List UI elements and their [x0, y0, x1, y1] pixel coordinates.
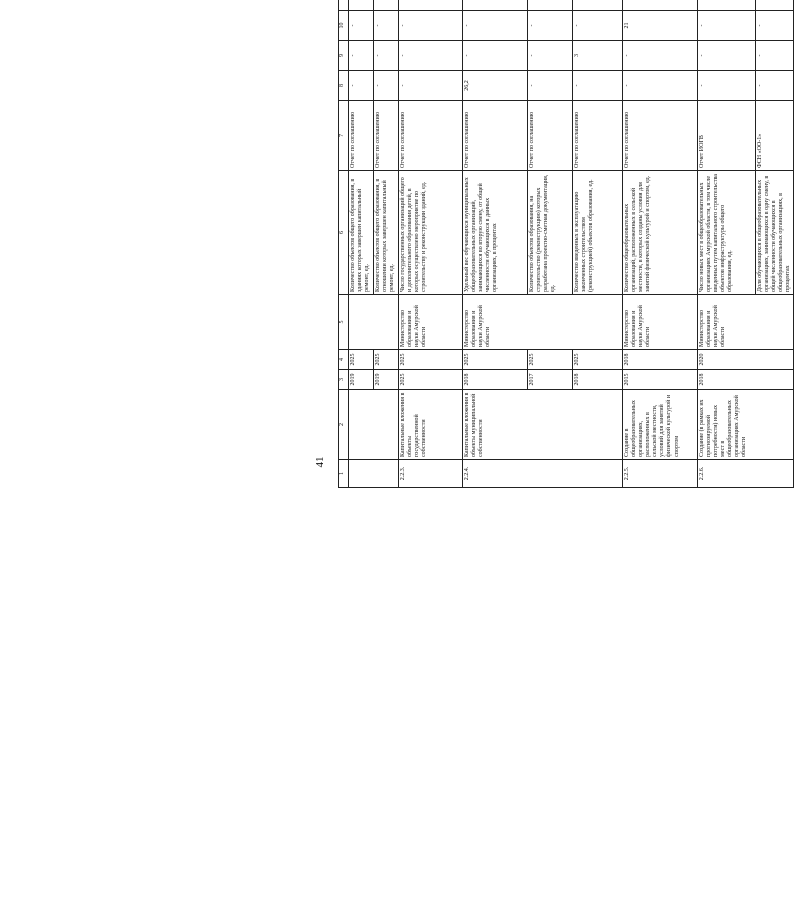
value-cell: - — [623, 71, 698, 101]
source-cell: Отчет по соглашению — [399, 101, 463, 171]
indicator-cell: Число государственных организаций общего и дополнительного образования детей, в которых осуществлено мероприятие по строительству и реконструкции зданий, ед. — [399, 171, 463, 295]
value-cell — [623, 0, 698, 11]
end-year-cell: 2025 — [374, 350, 399, 370]
table-row — [623, 0, 698, 488]
start-year-cell: 2018 — [698, 370, 794, 390]
column-number: 3 — [339, 370, 349, 390]
value-cell — [399, 0, 463, 11]
column-number: 7 — [339, 101, 349, 171]
value-cell: - — [463, 41, 528, 71]
executor-cell: Министерство образования и науки Амурской области — [623, 295, 698, 350]
measure-name-cell: Создание (в рамках их прогнозируемой потребности) новых мест в общеобразовательных организациях Амурской области — [698, 390, 794, 460]
value-cell: - — [374, 41, 399, 71]
row-number-cell: 2.2.4. — [463, 460, 623, 488]
source-cell: ФСН «ОО-1» — [756, 101, 794, 171]
value-cell: - — [528, 71, 573, 101]
value-cell: - — [573, 11, 623, 41]
value-cell: - — [399, 41, 463, 71]
executor-cell: Министерство образования и науки Амурской области — [463, 295, 623, 350]
value-cell — [463, 0, 528, 11]
measure-name-cell: Капитальные вложения в объекты государственной собственности — [399, 390, 463, 460]
indicator-cell: Количество введенных в эксплуатацию законченных строительством (реконструкцией) объектов образования, ед. — [573, 171, 623, 295]
indicator-cell: Число новых мест в общеобразовательных организациях Амурской области, в том числе введенных путем капитального строительства объектов инфраструктуры общего образования, ед. — [698, 171, 756, 295]
value-cell: - — [463, 11, 528, 41]
source-cell: Отчет по соглашению — [528, 101, 573, 171]
page-number: 41 — [314, 456, 326, 468]
source-cell: Отчет по соглашению — [374, 101, 399, 171]
start-year-cell: 2018 — [573, 370, 623, 390]
end-year-cell: 2025 — [399, 350, 463, 370]
start-year-cell: 2015 — [623, 370, 698, 390]
start-year-cell: 2018 — [463, 370, 528, 390]
value-cell: 26,2 — [463, 71, 528, 101]
value-cell: - — [399, 11, 463, 41]
rotated-table-sheet — [338, 0, 792, 488]
value-cell: - — [756, 11, 794, 41]
program-indicators-table — [338, 0, 794, 488]
value-cell: - — [374, 11, 399, 41]
indicator-cell: Доля обучающихся в общеобразовательных организациях, занимающихся в одну смену, в общей численности обучающихся в общеобразовательных организациях, в процентах — [756, 171, 794, 295]
column-number — [339, 0, 349, 11]
indicator-cell: Количество общеобразовательных организаций, расположенных в сельской местности, в которых созданы условия для занятий физической культурой и спортом, ед. — [623, 171, 698, 295]
end-year-cell: 2025 — [463, 350, 528, 370]
source-cell: Отчет по соглашению — [463, 101, 528, 171]
value-cell: 21 — [623, 11, 698, 41]
column-number: 10 — [339, 11, 349, 41]
value-cell: - — [349, 71, 374, 101]
value-cell: - — [349, 41, 374, 71]
measure-name-cell: Капитальные вложения в объекты муниципальной собственности — [463, 390, 623, 460]
executor-cell: Министерство образования и науки Амурской области — [399, 295, 463, 350]
column-number-row — [339, 0, 349, 488]
value-cell: - — [374, 71, 399, 101]
value-cell — [698, 0, 756, 11]
indicator-cell: Количество объектов образования, на строительство (реконструкцию) которых разработана проектно-сметная документация, ед. — [528, 171, 573, 295]
column-number: 2 — [339, 390, 349, 460]
table-row — [698, 0, 756, 488]
source-cell: Отчет по соглашению — [349, 101, 374, 171]
value-cell — [756, 0, 794, 11]
value-cell: - — [528, 41, 573, 71]
value-cell: - — [349, 11, 374, 41]
value-cell: - — [698, 71, 756, 101]
column-number: 1 — [339, 460, 349, 488]
value-cell — [573, 0, 623, 11]
value-cell — [374, 0, 399, 11]
value-cell — [349, 0, 374, 11]
column-number: 4 — [339, 350, 349, 370]
start-year-cell: 2017 — [528, 370, 573, 390]
source-cell: Отчет по соглашению — [623, 101, 698, 171]
row-number-cell: 2.2.5. — [623, 460, 698, 488]
source-cell: Отчет ИОГВ — [698, 101, 756, 171]
executor-cell — [349, 295, 399, 350]
column-number: 5 — [339, 295, 349, 350]
start-year-cell: 2019 — [374, 370, 399, 390]
end-year-cell: 2025 — [349, 350, 374, 370]
end-year-cell: 2025 — [573, 350, 623, 370]
value-cell: - — [573, 71, 623, 101]
value-cell: - — [698, 11, 756, 41]
value-cell: - — [399, 71, 463, 101]
end-year-cell: 2020 — [698, 350, 794, 370]
value-cell: - — [698, 41, 756, 71]
table-row — [349, 0, 374, 488]
measure-name-cell — [349, 390, 399, 460]
row-number-cell: 2.2.3. — [399, 460, 463, 488]
indicator-cell: Удельный вес обучающихся муниципальных общеобразовательных организаций, занимающихся во вторую смену, от общей численности обучающихся в данных организациях, в процентах — [463, 171, 528, 295]
value-cell: - — [756, 71, 794, 101]
column-number: 6 — [339, 171, 349, 295]
value-cell: 3 — [573, 41, 623, 71]
value-cell: - — [528, 11, 573, 41]
measure-name-cell: Создание в общеобразовательных организациях, расположенных в сельской местности, условий для занятий физической культурой и спортом — [623, 390, 698, 460]
start-year-cell: 2025 — [399, 370, 463, 390]
source-cell: Отчет по соглашению — [573, 101, 623, 171]
column-number: 9 — [339, 41, 349, 71]
executor-cell: Министерство образования и науки Амурской области — [698, 295, 794, 350]
value-cell: - — [756, 41, 794, 71]
table-row — [463, 0, 528, 488]
row-number-cell: 2.2.6. — [698, 460, 794, 488]
end-year-cell: 2025 — [528, 350, 573, 370]
value-cell: - — [623, 41, 698, 71]
end-year-cell: 2018 — [623, 350, 698, 370]
table-row — [399, 0, 463, 488]
indicator-cell: Количество объектов общего образования, в отношении которых завершен капитальный ремонт, ед. — [374, 171, 399, 295]
value-cell — [528, 0, 573, 11]
column-number: 8 — [339, 71, 349, 101]
row-number-cell — [349, 460, 399, 488]
indicator-cell: Количество объектов общего образования, в зданиях которых завершен капитальный ремонт, ед. — [349, 171, 374, 295]
start-year-cell: 2019 — [349, 370, 374, 390]
